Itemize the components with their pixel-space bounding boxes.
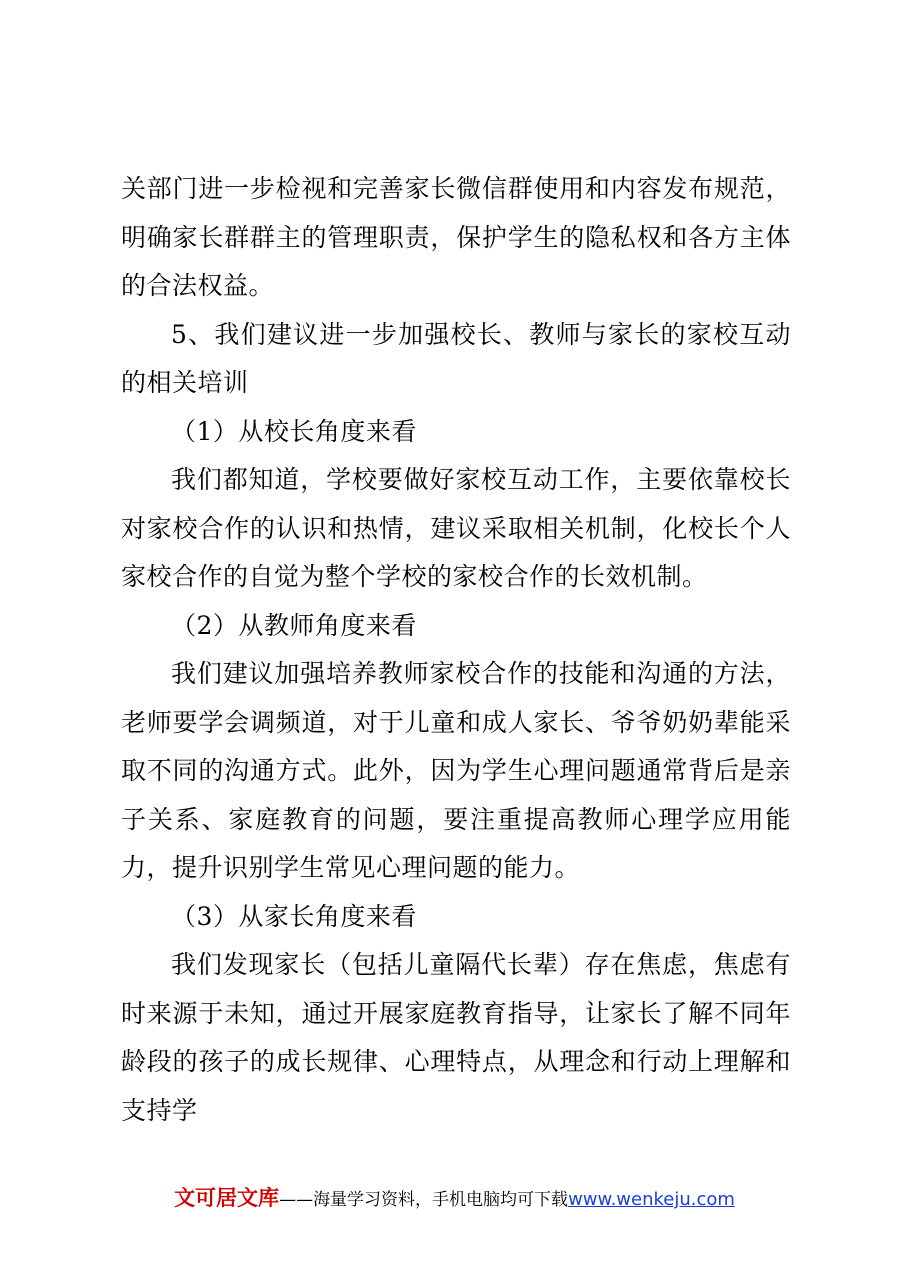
page-footer (0, 1182, 909, 1212)
footer-site-link[interactable]: www.wenkeju.com (568, 1189, 735, 1210)
footer-tagline: ——海量学习资料，手机电脑均可下载 (279, 1190, 569, 1210)
paragraph-teacher: 我们建议加强培养教师家校合作的技能和沟通的方法，老师要学会调频道，对于儿童和成人家长、爷爷奶奶辈能采取不同的沟通方式。此外，因为学生心理问题通常背后是亲子关系、家庭教育的问题，要注重提高教师心理学应用能力，提升识别学生常见心理问题的能力。 (121, 659, 791, 882)
subheading-parent: （3）从家长角度来看 (171, 901, 417, 931)
document-body (121, 165, 791, 1135)
paragraph-parent: 我们发现家长（包括儿童隔代长辈）存在焦虑，焦虑有时来源于未知，通过开展家庭教育指导，让家长了解不同年龄段的孩子的成长规律、心理特点，从理念和行动上理解和支持学 (121, 950, 791, 1125)
paragraph-1: 关部门进一步检视和完善家长微信群使用和内容发布规范，明确家长群群主的管理职责，保护学生的隐私权和各方主体的合法权益。 (121, 174, 791, 300)
subheading-teacher: （2）从教师角度来看 (171, 610, 417, 640)
paragraph-principal: 我们都知道，学校要做好家校互动工作，主要依靠校长对家校合作的认识和热情，建议采取相关机制，化校长个人家校合作的自觉为整个学校的家校合作的长效机制。 (121, 465, 791, 591)
paragraph-2-heading: 5、我们建议进一步加强校长、教师与家长的家校互动的相关培训 (121, 319, 791, 397)
footer-brand: 文可居文库 (174, 1186, 280, 1210)
subheading-principal: （1）从校长角度来看 (171, 416, 417, 446)
